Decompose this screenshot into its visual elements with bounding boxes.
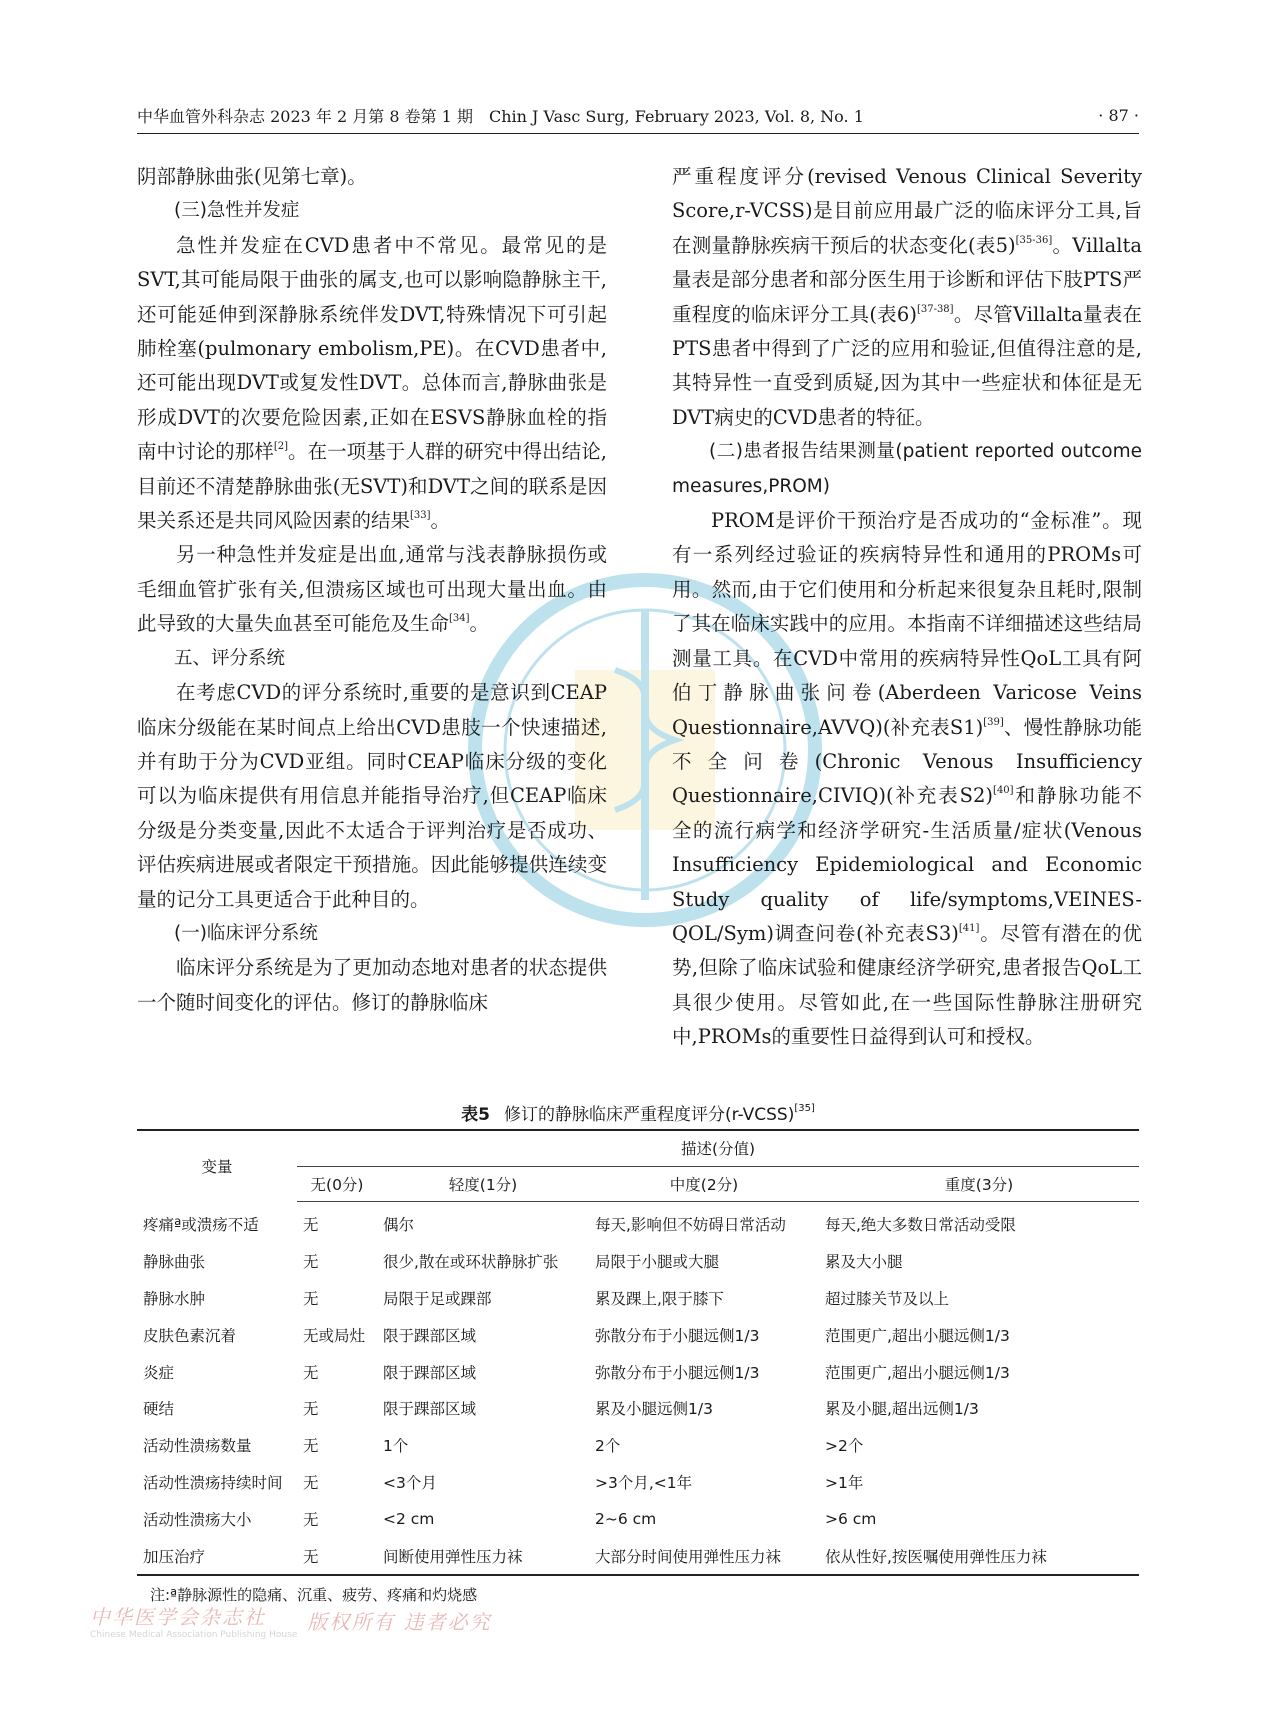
table-cell: 偶尔 [383, 1216, 415, 1235]
paragraph-text: (二)患者报告结果测量(patient reported outcome measures,PROM) [672, 441, 1142, 497]
table-cell: 1个 [383, 1437, 409, 1456]
rvcss-table [137, 1130, 1139, 1574]
table-row [137, 1316, 1139, 1353]
table-cell: 间断使用弹性压力袜 [383, 1547, 523, 1566]
table-row [137, 1537, 1139, 1574]
paragraph-text: 阴部静脉曲张(见第七章)。 [137, 165, 367, 188]
section-heading [672, 435, 1142, 504]
page-number: · 87 · [1098, 106, 1139, 125]
table-cell: 累及大小腿 [825, 1253, 903, 1272]
table-cell: 超过膝关节及以上 [825, 1289, 950, 1308]
table-title: 修订的静脉临床严重程度评分(r-VCSS) [503, 1105, 795, 1125]
table-cell: 无 [303, 1216, 319, 1235]
table-label: 表5 [461, 1105, 490, 1125]
table-cell: 2~6 cm [595, 1509, 657, 1528]
table-cell: 无 [303, 1547, 319, 1566]
table-cell: 累及小腿,超出远侧1/3 [825, 1400, 979, 1419]
header-rule [137, 133, 1139, 134]
paragraph [137, 229, 607, 539]
row-variable: 皮肤色素沉着 [143, 1326, 237, 1345]
paragraph [672, 504, 1142, 1055]
section-heading [137, 194, 607, 228]
section-heading [137, 917, 607, 951]
table-cell: 限于踝部区域 [383, 1400, 477, 1419]
running-header [137, 104, 1139, 127]
citation-ref: [40] [993, 785, 1014, 797]
paragraph-text: 。 [469, 612, 490, 636]
table-row [137, 1500, 1139, 1537]
table-cell: 很少,散在或环状静脉扩张 [383, 1253, 559, 1272]
table-row [137, 1243, 1139, 1280]
table-caption [137, 1100, 1139, 1125]
header-description: 描述(分值) [297, 1130, 1139, 1167]
row-variable: 加压治疗 [143, 1547, 206, 1566]
table-cell: 范围更广,超出小腿远侧1/3 [825, 1363, 1010, 1382]
table-cell: 弥散分布于小腿远侧1/3 [595, 1326, 760, 1345]
table-cell: 无 [303, 1437, 319, 1456]
table-cell: 无 [303, 1473, 319, 1492]
table-row [137, 1280, 1139, 1317]
table-cell: 每天,影响但不妨碍日常活动 [595, 1216, 786, 1235]
table-cell: 2个 [595, 1437, 621, 1456]
row-variable: 活动性溃疡持续时间 [143, 1473, 283, 1492]
paragraph [672, 160, 1142, 435]
paragraph-text: 另一种急性并发症是出血,通常与浅表静脉损伤或毛细血管扩张有关,但溃疡区域也可出现大量出血。由此导致的大量失血甚至可能危及生命 [137, 543, 607, 636]
table-cell: 每天,绝大多数日常活动受限 [825, 1216, 1016, 1235]
row-variable: 活动性溃疡数量 [143, 1437, 252, 1456]
header-variable: 变量 [201, 1157, 233, 1176]
section-heading [137, 642, 607, 676]
paragraph-text: 。在一项基于人群的研究中得出结论,目前还不清楚静脉曲张(无SVT)和DVT之间的联系是因果关系还是共同风险因素的结果 [137, 440, 607, 533]
col-mild: 轻度(1分) [377, 1167, 589, 1202]
citation-ref: [35-36] [1015, 234, 1053, 246]
table-ref: [35] [794, 1103, 815, 1114]
table-cell: 无 [303, 1289, 319, 1308]
journal-info: 中华血管外科杂志 2023 年 2 月第 8 卷第 1 期 Chin J Vasc Surg, February 2023, Vol. 8, No. 1 [137, 107, 864, 126]
table-row [137, 1427, 1139, 1464]
table-cell: 无 [303, 1363, 319, 1382]
table-cell: 累及踝上,限于膝下 [595, 1289, 724, 1308]
citation-ref: [2] [273, 441, 288, 453]
publisher-name-en: Chinese Medical Association Publishing House [90, 1629, 298, 1640]
paragraph-text: 急性并发症在CVD患者中不常见。最常见的是SVT,其可能局限于曲张的属支,也可以影响隐静脉主干,还可能延伸到深静脉系统伴发DVT,特殊情况下可引起肺栓塞(pulmonary embolism,PE)。在CVD患者中,还可能出现DVT或复发性DVT。总体而言,静脉曲张是形成DVT的次要危险因素,正如在ESVS静脉血栓的指南中讨论的那样 [137, 233, 607, 464]
paragraph-text: 。 [430, 509, 451, 533]
right-column [672, 160, 1142, 1055]
table-row [137, 1353, 1139, 1390]
citation-ref: [34] [449, 613, 470, 625]
table-row [137, 1390, 1139, 1427]
table-cell: 累及小腿远侧1/3 [595, 1400, 713, 1419]
row-variable: 疼痛ª或溃疡不适 [143, 1216, 259, 1235]
paragraph-text: (一)临床评分系统 [174, 922, 318, 944]
paragraph-text: 。Villalta量表是部分患者和部分医生用于诊断和评估下肢PTS严重程度的临床评分工具(表6) [672, 233, 1142, 326]
paragraph-text: 。尽管Villalta量表在PTS患者中得到了广泛的应用和验证,但值得注意的是,其特异性一直受到质疑,因为其中一些症状和体征是无DVT病史的CVD患者的特征。 [672, 302, 1142, 429]
citation-ref: [39] [983, 716, 1004, 728]
publisher-footer [90, 1590, 590, 1650]
table-cell: >2个 [825, 1437, 864, 1456]
table-row [137, 1464, 1139, 1501]
table-cell: 无 [303, 1253, 319, 1272]
paragraph-text: 严重程度评分(revised Venous Clinical Severity Score,r-VCSS)是目前应用最广泛的临床评分工具,旨在测量静脉疾病干预后的状态变化(表5) [672, 165, 1142, 257]
paragraph-text: 和静脉功能不全的流行病学和经济学研究-生活质量/症状(Venous Insufficiency Epidemiological and Economic Study quality of life/symptoms,VEINES-QOL/Sym)调查问卷(补充表S3) [672, 784, 1142, 945]
row-variable: 静脉水肿 [143, 1289, 206, 1308]
paragraph-text: 。尽管有潜在的优势,但除了临床试验和健康经济学研究,患者报告QoL工具很少使用。尽管如此,在一些国际性静脉注册研究中,PROMs的重要性日益得到认可和授权。 [672, 921, 1142, 1049]
table-cell: >6 cm [825, 1509, 877, 1528]
paragraph-text: 在考虑CVD的评分系统时,重要的是意识到CEAP临床分级能在某时间点上给出CVD患肢一个快速描述,并有助于分为CVD亚组。同时CEAP临床分级的变化可以为临床提供有用信息并能指导治疗,但CEAP临床分级是分类变量,因此不太适合于评判治疗是否成功、评估疾病进展或者限定干预措施。因此能够提供连续变量的记分工具更适合于此种目的。 [137, 681, 607, 911]
table-cell: 限于踝部区域 [383, 1326, 477, 1345]
col-none: 无(0分) [297, 1167, 377, 1202]
paragraph-text: 五、评分系统 [174, 647, 286, 669]
table-cell: 无 [303, 1510, 319, 1529]
citation-ref: [33] [410, 510, 431, 522]
table-bottom-rule [137, 1574, 1139, 1576]
table-cell: >1年 [825, 1473, 864, 1492]
table-row [137, 1202, 1139, 1243]
paragraph [137, 951, 607, 1020]
paragraph-text: 、慢性静脉功能不全问卷(Chronic Venous Insufficiency Questionnaire,CIVIQ)(补充表S2) [672, 715, 1142, 808]
rights-text: 版权所有 违者必究 [307, 1609, 492, 1634]
paragraph [137, 676, 607, 917]
paragraph [137, 538, 607, 641]
row-variable: 炎症 [143, 1363, 175, 1382]
row-variable: 硬结 [143, 1400, 175, 1419]
table-cell: 大部分时间使用弹性压力袜 [595, 1547, 782, 1566]
paragraph-text: (三)急性并发症 [174, 200, 300, 222]
table-cell: 弥散分布于小腿远侧1/3 [595, 1363, 760, 1382]
col-moderate: 中度(2分) [589, 1167, 819, 1202]
table-cell: 依从性好,按医嘱使用弹性压力袜 [825, 1547, 1047, 1566]
left-column [137, 160, 607, 1020]
table-cell: 限于踝部区域 [383, 1363, 477, 1382]
table-cell: 无或局灶 [303, 1326, 366, 1345]
table-cell: 范围更广,超出小腿远侧1/3 [825, 1326, 1010, 1345]
citation-ref: [37-38] [916, 303, 954, 315]
publisher-name: 中华医学会杂志社 [90, 1604, 266, 1629]
col-severe: 重度(3分) [819, 1167, 1139, 1202]
table-cell: 无 [303, 1400, 319, 1419]
paragraph-text: PROM是评价干预治疗是否成功的“金标准”。现有一系列经过验证的疾病特异性和通用的PROMs可用。然而,由于它们使用和分析起来很复杂且耗时,限制了其在临床实践中的应用。本指南不详细描述这些结局测量工具。在CVD中常用的疾病特异性QoL工具有阿伯丁静脉曲张问卷(Aberdeen Varicose Veins Questionnaire,AVVQ)(补充表S1) [672, 509, 1142, 739]
row-variable: 活动性溃疡大小 [143, 1510, 252, 1529]
table-cell: 局限于足或踝部 [383, 1289, 492, 1308]
row-variable: 静脉曲张 [143, 1253, 206, 1272]
table-cell: >3个月,<1年 [595, 1473, 693, 1492]
table-cell: 局限于小腿或大腿 [595, 1253, 720, 1272]
citation-ref: [41] [958, 922, 980, 934]
table-note: 注:ª静脉源性的隐痛、沉重、疲劳、疼痛和灼烧感 [150, 1586, 478, 1604]
paragraph [137, 160, 607, 194]
paragraph-text: 临床评分系统是为了更加动态地对患者的状态提供一个随时间变化的评估。修订的静脉临床 [137, 956, 607, 1014]
table-cell: <3个月 [383, 1473, 437, 1492]
table-cell: <2 cm [383, 1509, 435, 1528]
